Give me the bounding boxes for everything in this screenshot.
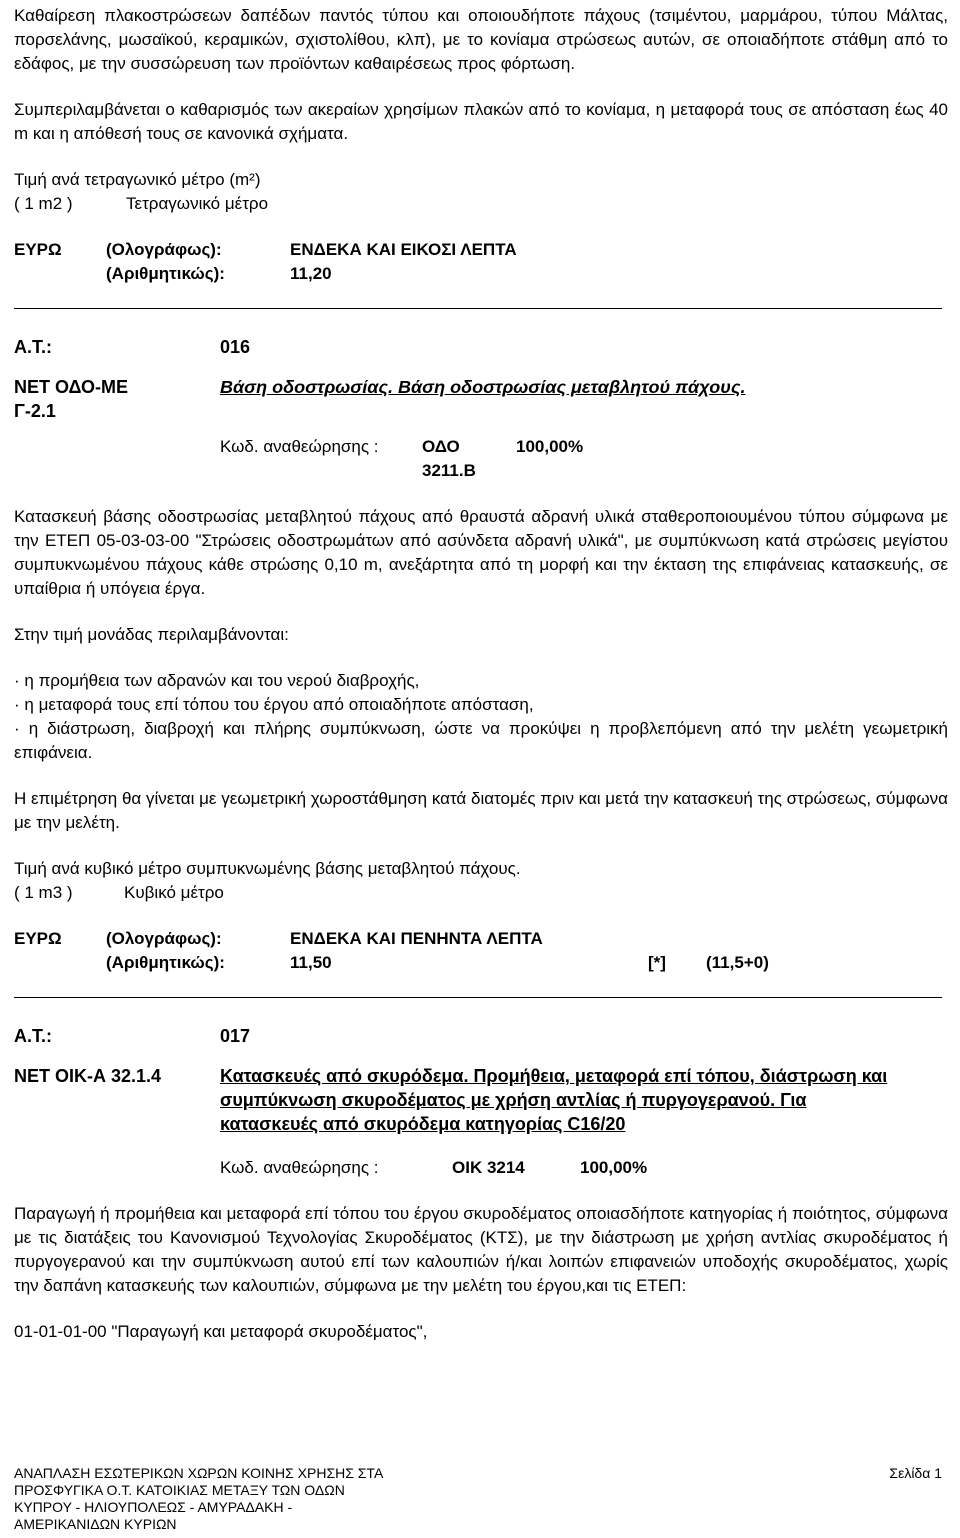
footer-line-2: ΠΡΟΣΦΥΓΙΚΑ Ο.Τ. ΚΑΤΟΙΚΙΑΣ ΜΕΤΑΞΥ ΤΩΝ ΟΔΩΝ [14, 1482, 345, 1498]
item-016-rev-code: ΟΔΟ 3211.Β [422, 437, 476, 480]
item-016-code: ΝΕΤ ΟΔΟ-ΜΕ Γ-2.1 [14, 377, 128, 421]
divider-2 [14, 997, 942, 998]
bullet-item: · η προμήθεια των αδρανών και του νερού διαβροχής, [14, 669, 948, 693]
item-017-rev-code: ΟΙΚ 3214 [452, 1158, 525, 1177]
intro-unit-name: Τετραγωνικό μέτρο [126, 194, 269, 213]
item-016-unit-name: Κυβικό μέτρο [124, 883, 224, 902]
intro-unit-row [14, 192, 948, 216]
item-017-description: Παραγωγή ή προμήθεια και μεταφορά επί τόπου του έργου σκυροδέματος οποιασδήποτε κατηγορίας ή ποιότητος, σύμφωνα με τις διατάξεις του Κανονισμού Τεχνολογίας Σκυροδέματος (ΚΤΣ), με την διάστρωση με χρήση αντλίας σκυροδέματος ή πυργογερανού και την συμπύκνωση αυτού επί των καλουπιών ή/και λοιπών επιφανειών υποδοχής σκυροδέματος, χωρίς την δαπάνη κατασκευής των καλουπιών, σύμφωνα με την μελέτη του έργου,και τις ΕΤΕΠ: [14, 1204, 948, 1295]
intro-words-value: ΕΝΔΕΚΑ ΚΑΙ ΕΙΚΟΣΙ ΛΕΠΤΑ [290, 240, 517, 259]
item-016-rev-label: Κωδ. αναθεώρησης : [220, 437, 379, 456]
item-016-words-value: ΕΝΔΕΚΑ ΚΑΙ ΠΕΝΗΝΤΑ ΛΕΠΤΑ [290, 929, 543, 948]
item-016-currency: ΕΥΡΩ [14, 929, 62, 948]
item-016-unit-code: ( 1 m3 ) [14, 883, 73, 902]
item-016-unit-row [14, 881, 948, 905]
item-017-at-label: Α.Τ.: [14, 1026, 53, 1046]
item-017-at-row [14, 1024, 948, 1048]
page-footer [14, 1465, 948, 1533]
document-page [14, 4, 948, 1344]
intro-paragraph-2: Συμπεριλαμβάνεται ο καθαρισμός των ακεραίων χρησίμων πλακών από το κονίαμα, η μεταφορά τους σε απόσταση έως 40 m και η απόθεσή τους σε κανονικά σχήματα. [14, 100, 948, 143]
bullet-item: · η διάστρωση, διαβροχή και πλήρης συμπύκνωση, ώστε να προκύψει η προβλεπόμενη από την μελέτη γεωμετρική επιφάνεια. [14, 717, 948, 765]
item-017-etep: 01-01-01-00 "Παραγωγή και μεταφορά σκυροδέματος", [14, 1322, 428, 1341]
intro-number-label: (Αριθμητικώς): [106, 264, 225, 283]
item-016-at-value: 016 [220, 337, 251, 357]
item-016-at-row [14, 335, 948, 359]
item-016-at-label: Α.Τ.: [14, 337, 53, 357]
page-number: Σελίδα 1 [889, 1465, 942, 1481]
item-016-title: Βάση οδοστρωσίας. Βάση οδοστρωσίας μεταβλητού πάχους. [220, 377, 746, 397]
intro-unit-code: ( 1 m2 ) [14, 194, 73, 213]
item-017-at-value: 017 [220, 1026, 251, 1046]
intro-words-label: (Ολογράφως): [106, 240, 222, 259]
item-016-number-value: 11,50 [290, 953, 332, 972]
item-017-header [14, 1064, 948, 1136]
intro-price-words-row [14, 238, 948, 262]
item-017-rev-label: Κωδ. αναθεώρησης : [220, 1158, 379, 1177]
item-017-rev-pct: 100,00% [580, 1158, 648, 1177]
item-016-revision-row [14, 435, 948, 483]
footer-line-3: ΚΥΠΡΟΥ - ΗΛΙΟΥΠΟΛΕΩΣ - ΑΜΥΡΑΔΑΚΗ - [14, 1499, 293, 1515]
item-016-price-words-row [14, 927, 948, 951]
item-017-code: ΝΕΤ ΟΙΚ-Α 32.1.4 [14, 1066, 162, 1086]
item-016-formula: (11,5+0) [706, 953, 769, 972]
intro-price-line: Τιμή ανά τετραγωνικό μέτρο (m²) [14, 170, 261, 189]
item-016-bullet-list [14, 669, 948, 765]
item-017-title: Κατασκευές από σκυρόδεμα. Προμήθεια, μεταφορά επί τόπου, διάστρωση και συμπύκνωση σκυροδέματος με χρήση αντλίας ή πυργογερανού. Για κατασκευές από σκυρόδεμα κατηγορίας C16/20 [220, 1066, 888, 1134]
item-016-price-number-row [14, 951, 948, 975]
item-016-price-line: Τιμή ανά κυβικό μέτρο συμπυκνωμένης βάσης μεταβλητού πάχους. [14, 859, 521, 878]
divider-1 [14, 308, 942, 309]
item-016-mark: [*] [648, 953, 666, 972]
item-016-includes: Στην τιμή μονάδας περιλαμβάνονται: [14, 625, 289, 644]
intro-price-number-row [14, 262, 948, 286]
item-016-measurement: Η επιμέτρηση θα γίνεται με γεωμετρική χωροστάθμηση κατά διατομές πριν και μετά την κατασκευή της στρώσεως, σύμφωνα με την μελέτη. [14, 789, 948, 832]
intro-currency: ΕΥΡΩ [14, 240, 62, 259]
intro-number-value: 11,20 [290, 264, 332, 283]
footer-line-1: ΑΝΑΠΛΑΣΗ ΕΣΩΤΕΡΙΚΩΝ ΧΩΡΩΝ ΚΟΙΝΗΣ ΧΡΗΣΗΣ ΣΤΑ [14, 1465, 384, 1481]
intro-paragraph-1: Καθαίρεση πλακοστρώσεων δαπέδων παντός τύπου και οποιουδήποτε πάχους (τσιμέντου, μαρμάρου, τύπου Μάλτας, πορσελάνης, μωσαϊκού, κεραμικών, σχιστολίθου, κλπ), με το κονίαμα στρώσεως αυτών, σε οποιαδήποτε στάθμη από το εδάφος, με την συσσώρευση των προϊόντων καθαιρέσεως προς φόρτωση. [14, 6, 948, 73]
footer-line-4: ΑΜΕΡΙΚΑΝΙΔΩΝ ΚΥΡΙΩΝ [14, 1516, 177, 1532]
item-017-revision-row [14, 1156, 948, 1180]
item-016-number-label: (Αριθμητικώς): [106, 953, 225, 972]
bullet-item: · η μεταφορά τους επί τόπου του έργου από οποιαδήποτε απόσταση, [14, 693, 948, 717]
item-016-rev-pct: 100,00% [516, 437, 584, 456]
item-016-header [14, 375, 948, 423]
item-016-description: Κατασκευή βάσης οδοστρωσίας μεταβλητού πάχους από θραυστά αδρανή υλικά σταθεροποιουμένου τύπου σύμφωνα με την ΕΤΕΠ 05-03-03-00 "Στρώσεις οδοστρωμάτων από ασύνδετα αδρανή υλικά", με συμπύκνωση κατά στρώσεις μεγίστου συμπυκνωμένου πάχους κάθε στρώσης 0,10 m, ανεξάρτητα από τη μορφή και την έκταση της επιφάνειας κατασκευής, σε υπαίθρια ή υπόγεια έργα. [14, 507, 948, 598]
item-016-words-label: (Ολογράφως): [106, 929, 222, 948]
